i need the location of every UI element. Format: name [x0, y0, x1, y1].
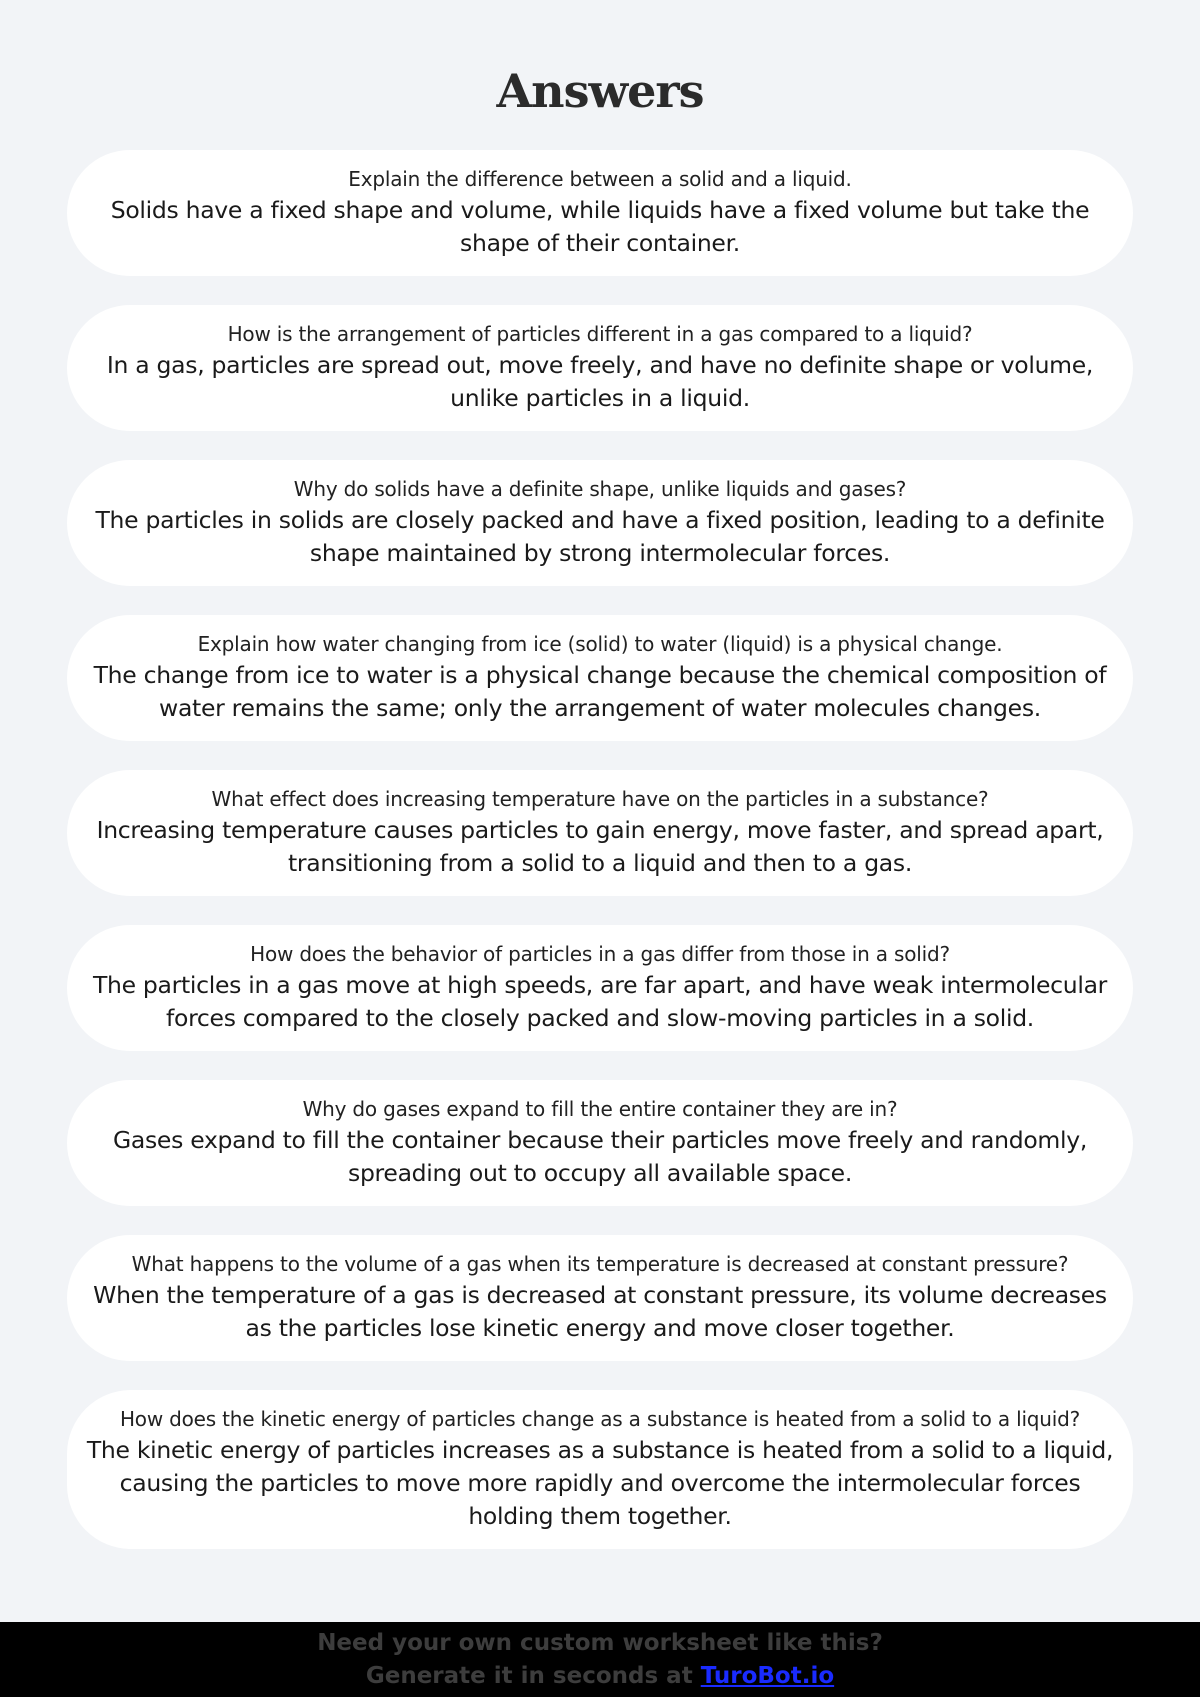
question-text: How is the arrangement of particles different in a gas compared to a liquid?	[227, 322, 973, 346]
answer-text: The particles in solids are closely packed and have a fixed position, leading to a definite shape maintained by strong intermolecular forces.	[95, 506, 1105, 567]
question-text: What effect does increasing temperature have on the particles in a substance?	[211, 787, 989, 811]
question-text: Why do solids have a definite shape, unlike liquids and gases?	[293, 477, 907, 501]
answer-text: The particles in a gas move at high speeds, are far apart, and have weak intermolecular forces compared to the closely packed and slow-moving particles in a solid.	[92, 971, 1108, 1032]
turobot-link[interactable]: TuroBot.io	[700, 1663, 835, 1689]
answer-text: The change from ice to water is a physical change because the chemical composition of water remains the same; only the arrangement of water molecules changes.	[93, 661, 1107, 722]
question-text: What happens to the volume of a gas when its temperature is decreased at constant pressure?	[131, 1252, 1069, 1276]
answer-card	[67, 770, 1133, 896]
answer-card	[67, 615, 1133, 741]
answer-card	[67, 305, 1133, 431]
footer-cta-line	[0, 1660, 1200, 1693]
question-text: How does the kinetic energy of particles change as a substance is heated from a solid to a liquid?	[119, 1407, 1081, 1431]
answer-text: Increasing temperature causes particles to gain energy, move faster, and spread apart, transitioning from a solid to a liquid and then to a gas.	[96, 816, 1104, 877]
answer-card	[67, 1080, 1133, 1206]
page-title: Answers	[496, 64, 704, 118]
answers-list	[67, 150, 1133, 1578]
footer-banner	[0, 1622, 1200, 1697]
answer-card	[67, 460, 1133, 586]
answer-text: In a gas, particles are spread out, move freely, and have no definite shape or volume, unlike particles in a liquid.	[106, 351, 1094, 412]
footer-promo-text: Need your own custom worksheet like this?	[317, 1630, 883, 1656]
answer-text: When the temperature of a gas is decreased at constant pressure, its volume decreases as the particles lose kinetic energy and move closer together.	[93, 1281, 1107, 1342]
answer-card	[67, 1235, 1133, 1361]
answer-text: The kinetic energy of particles increases as a substance is heated from a solid to a liquid, causing the particles to move more rapidly and overcome the intermolecular forces holding them together.	[86, 1436, 1114, 1530]
answer-text: Gases expand to fill the container because their particles move freely and randomly, spreading out to occupy all available space.	[112, 1126, 1088, 1187]
footer-cta-text: Generate it in seconds at	[365, 1663, 701, 1689]
question-text: Why do gases expand to fill the entire container they are in?	[302, 1097, 898, 1121]
question-text: Explain how water changing from ice (solid) to water (liquid) is a physical change.	[197, 632, 1003, 656]
answer-card	[67, 1390, 1133, 1549]
question-text: How does the behavior of particles in a gas differ from those in a solid?	[250, 942, 950, 966]
answer-card	[67, 925, 1133, 1051]
question-text: Explain the difference between a solid and a liquid.	[348, 167, 852, 191]
answer-card	[67, 150, 1133, 276]
answer-text: Solids have a fixed shape and volume, while liquids have a fixed volume but take the shape of their container.	[110, 196, 1090, 257]
